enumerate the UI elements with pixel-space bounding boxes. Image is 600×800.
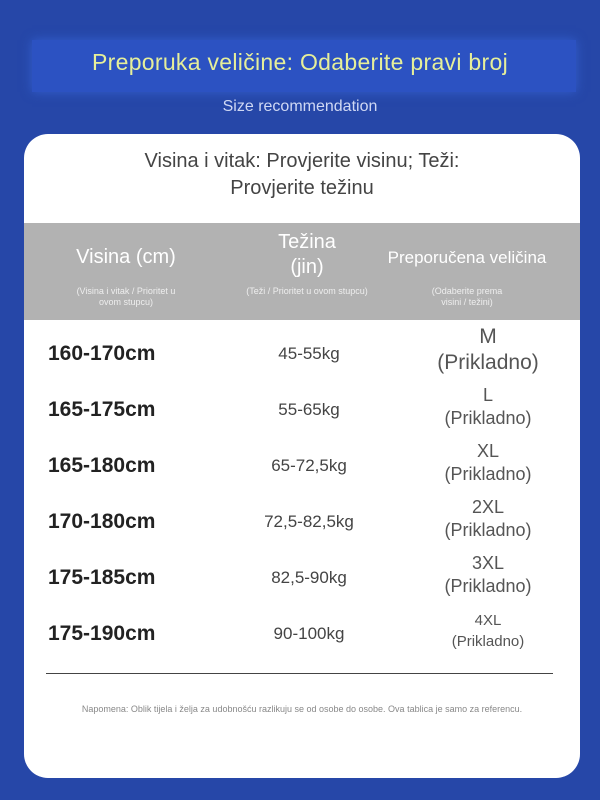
row-weight: 82,5-90kg <box>271 568 347 587</box>
column-header-size-note <box>362 286 572 308</box>
row-size-fit: (Prikladno) <box>451 633 525 650</box>
column-header-weight-label-line-2: (jin) <box>290 256 324 278</box>
column-header-height-label: Visina (cm) <box>76 246 176 268</box>
column-header-size-note-line-2: visini / težini) <box>441 297 493 307</box>
row-weight: 45-55kg <box>278 344 340 363</box>
row-size-label: XL <box>476 441 500 461</box>
size-chart-card <box>24 134 580 778</box>
row-height: 165-175cm <box>48 398 156 421</box>
table-row <box>24 606 580 662</box>
row-weight: 65-72,5kg <box>271 456 347 475</box>
row-size <box>396 610 580 652</box>
row-size <box>396 440 580 486</box>
row-size <box>396 496 580 542</box>
column-header-height-note-line-1: (Visina i vitak / Prioritet u <box>76 286 176 296</box>
row-size <box>396 384 580 430</box>
row-size-fit: (Prikladno) <box>444 576 532 596</box>
column-header-weight-note: (Teži / Prioritet u ovom stupcu) <box>246 286 368 296</box>
row-size-fit: (Prikladno) <box>444 408 532 428</box>
row-weight: 72,5-82,5kg <box>264 512 354 531</box>
row-size <box>396 324 580 376</box>
row-size-fit: (Prikladno) <box>437 351 539 374</box>
row-size-label: 4XL <box>474 612 502 629</box>
row-height: 160-170cm <box>48 342 156 365</box>
column-header-height <box>46 245 206 308</box>
row-height: 175-190cm <box>48 622 156 645</box>
card-heading <box>24 148 580 202</box>
table-divider <box>46 673 553 674</box>
column-header-size-label: Preporučena veličina <box>387 248 547 267</box>
page-subtitle: Size recommendation <box>222 98 378 115</box>
table-row <box>24 382 580 438</box>
column-header-size <box>362 245 572 308</box>
row-size-fit: (Prikladno) <box>444 520 532 540</box>
row-size-label: 3XL <box>471 553 505 573</box>
row-size-label: M <box>479 325 497 348</box>
footnote: Napomena: Oblik tijela i želja za udobnošću razlikuju se od osobe do osobe. Ova tablica je samo za referencu. <box>81 704 523 714</box>
row-height: 165-180cm <box>48 454 156 477</box>
column-header-size-note-line-1: (Odaberite prema <box>431 286 503 296</box>
row-weight: 90-100kg <box>273 624 345 643</box>
row-height: 175-185cm <box>48 566 156 589</box>
column-header-weight-label-line-1: Težina <box>278 231 336 253</box>
page-title: Preporuka veličine: Odaberite pravi broj <box>92 49 508 75</box>
table-row <box>24 550 580 606</box>
column-header-height-note-line-2: ovom stupcu) <box>98 297 154 307</box>
row-size-fit: (Prikladno) <box>444 464 532 484</box>
row-height: 170-180cm <box>48 510 156 533</box>
column-header-height-note <box>46 286 206 308</box>
table-row <box>24 438 580 494</box>
row-size-label: L <box>482 385 493 405</box>
card-heading-line-2: Provjerite težinu <box>230 177 374 199</box>
table-header <box>24 223 580 320</box>
card-heading-line-1: Visina i vitak: Provjerite visinu; Teži: <box>144 150 460 172</box>
row-size-label: 2XL <box>471 497 505 517</box>
table-row <box>24 326 580 382</box>
row-size <box>396 552 580 598</box>
row-weight: 55-65kg <box>278 400 340 419</box>
table-row <box>24 494 580 550</box>
